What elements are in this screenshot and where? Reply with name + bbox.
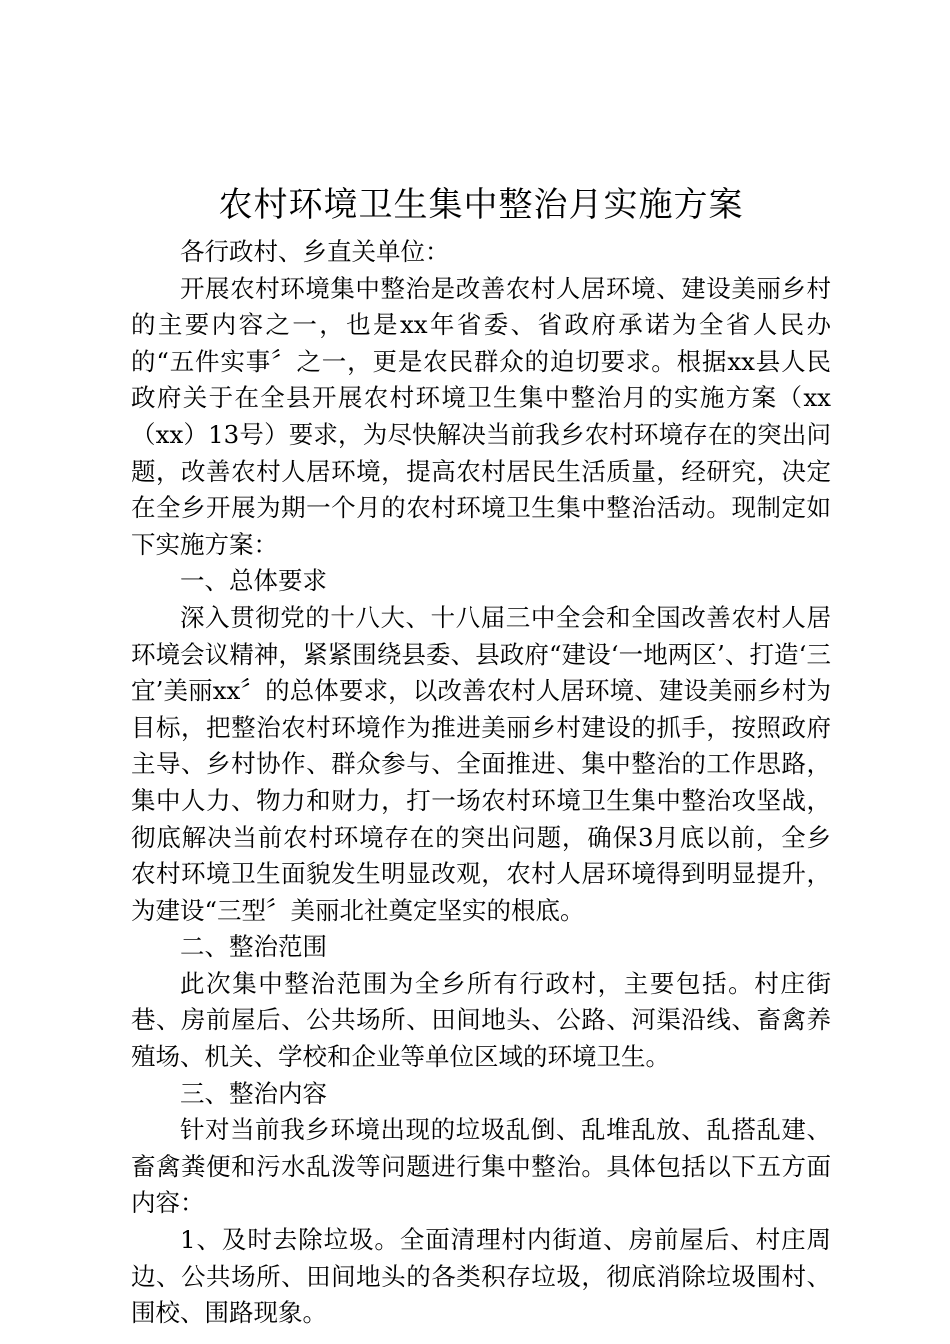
section-heading-content: 三、整治内容 — [180, 1078, 327, 1108]
section-body-overall-requirements: 深入贯彻党的十八大、十八届三中全会和全国改善农村人居环境会议精神，紧紧围绕县委、县政府“建设‘一地两区’、打造‘三宜’美丽xx〞的总体要求，以改善农村人居环境、建设美丽乡村为目标，把整治农村环境作为推进美丽乡村建设的抓手，按照政府主导、乡村协作、群众参与、全面推进、集中整治的工作思路，集中人力、物力和财力，打一场农村环境卫生集中整治攻坚战，彻底解决当前农村环境存在的突出问题，确保3月底以前，全乡农村环境卫生面貌发生明显改观，农村人居环境得到明显提升，为建设“三型〞美丽北社奠定坚实的根底。 — [131, 602, 831, 925]
section-heading-overall-requirements: 一、总体要求 — [180, 566, 327, 596]
salutation: 各行政村、乡直关单位： — [180, 237, 450, 266]
section-heading-scope: 二、整治范围 — [180, 932, 327, 962]
document-title: 农村环境卫生集中整治月实施方案 — [218, 185, 744, 225]
section-body-content: 针对当前我乡环境出现的垃圾乱倒、乱堆乱放、乱搭乱建、畜禽粪便和污水乱泼等问题进行集中整治。具体包括以下五方面内容： — [131, 1115, 831, 1218]
intro-paragraph: 开展农村环境集中整治是改善农村人居环境、建设美丽乡村的主要内容之一，也是xx年省委、省政府承诺为全省人民办的“五件实事〞之一，更是农民群众的迫切要求。根据xx县人民政府关于在全县开展农村环境卫生集中整治月的实施方案（xx（xx）13号）要求，为尽快解决当前我乡农村环境存在的突出问题，改善农村人居环境，提高农村居民生活质量，经研究，决定在全乡开展为期一个月的农村环境卫生集中整治活动。现制定如下实施方案： — [131, 273, 831, 559]
section-body-scope: 此次集中整治范围为全乡所有行政村，主要包括。村庄街巷、房前屋后、公共场所、田间地头、公路、河渠沿线、畜禽养殖场、机关、学校和企业等单位区域的环境卫生。 — [131, 968, 831, 1072]
list-item-remove-garbage: 1、及时去除垃圾。全面清理村内街道、房前屋后、村庄周边、公共场所、田间地头的各类积存垃圾，彻底消除垃圾围村、围校、围路现象。 — [131, 1225, 831, 1328]
document-page — [131, 180, 831, 1332]
